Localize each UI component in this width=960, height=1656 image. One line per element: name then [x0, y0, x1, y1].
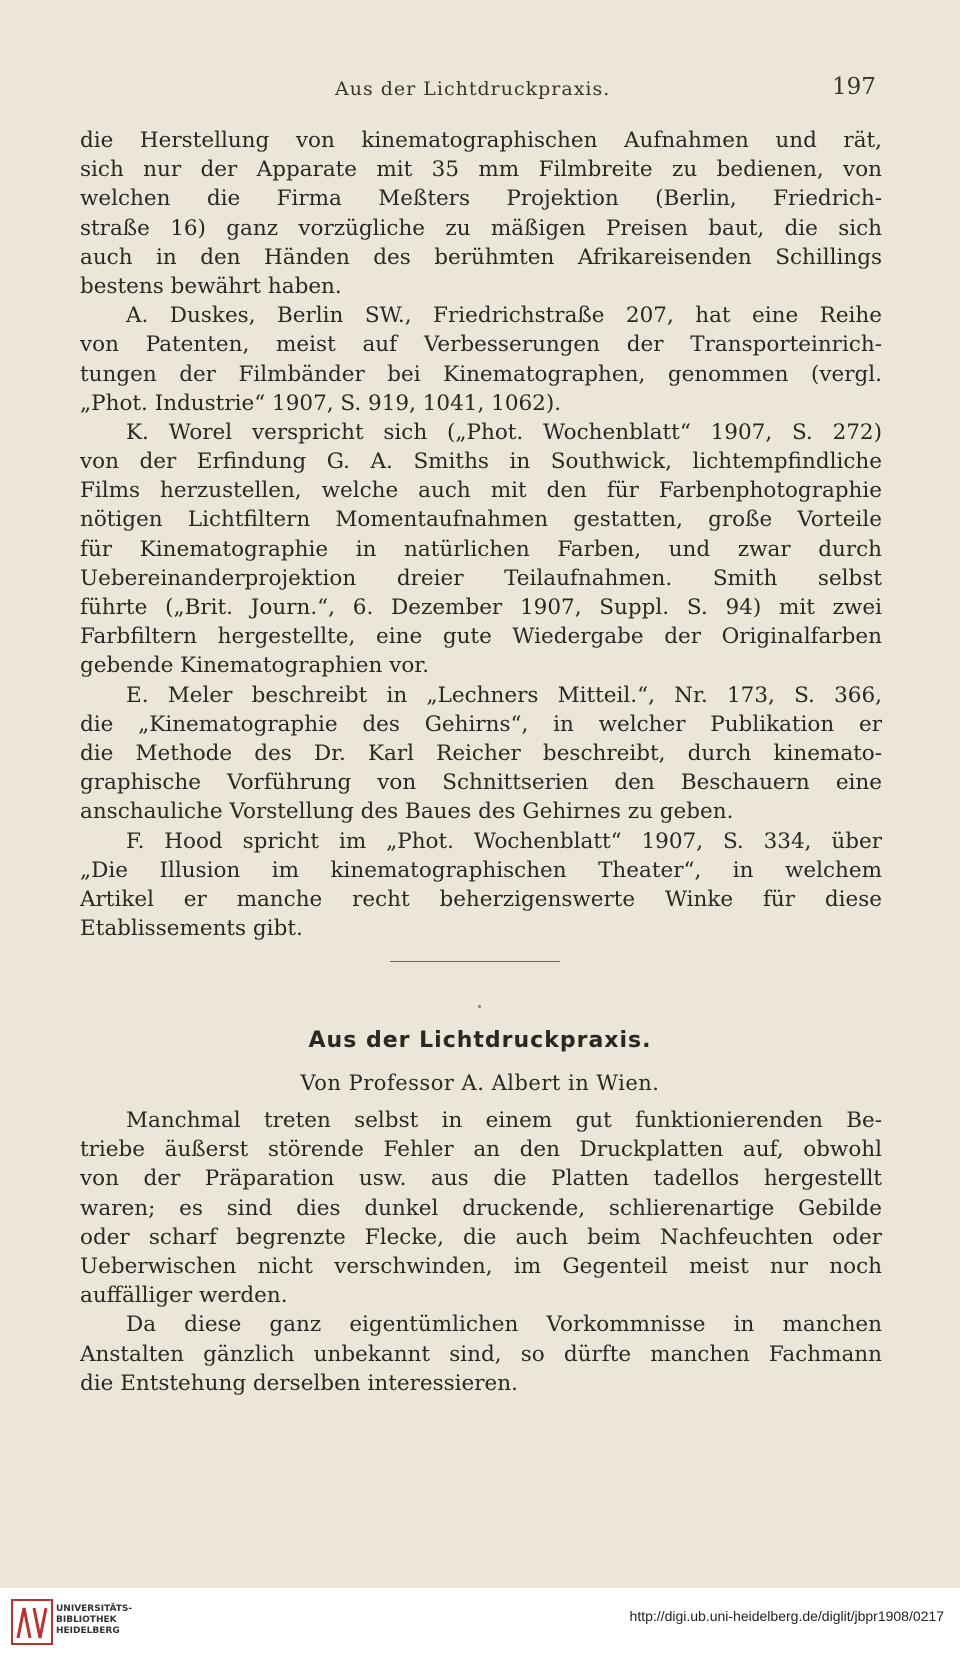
text-line: die Entstehung derselben interessieren. [80, 1370, 518, 1396]
text-line: Da diese ganz eigentümlichen Vorkommnisse in manchen [126, 1312, 882, 1338]
text-line: Uebereinanderprojektion dreier Teilaufnahmen. Smith selbst [80, 565, 882, 591]
text-line: von der Erfindung G. A. Smiths in Southwick, lichtempfindliche [80, 449, 882, 475]
library-name-line: UNIVERSITÄTS- [56, 1604, 133, 1614]
text-line: sich nur der Apparate mit 35 mm Filmbreite zu bedienen, von [80, 157, 882, 183]
text-line: straße 16) ganz vorzügliche zu mäßigen Preisen baut, die sich [80, 215, 882, 241]
text-line: A. Duskes, Berlin SW., Friedrichstraße 207, hat eine Reihe [126, 303, 882, 329]
text-line: die „Kinematographie des Gehirns“, in welcher Publikation er [80, 711, 882, 737]
text-line: von Patenten, meist auf Verbesserungen der Transporteinrich- [80, 332, 882, 358]
running-head [0, 74, 960, 108]
library-name [56, 1604, 132, 1637]
text-line: K. Worel verspricht sich („Phot. Wochenblatt“ 1907, S. 272) [126, 419, 882, 445]
text-line: graphische Vorführung von Schnittserien den Beschauern eine [80, 770, 882, 796]
text-line: Farbfiltern hergestellte, eine gute Wiedergabe der Originalfarben [80, 624, 882, 650]
text-line: E. Meler beschreibt in „Lechners Mitteil.“, Nr. 173, S. 366, [126, 682, 882, 708]
text-line: Etablissements gibt. [80, 916, 303, 942]
text-line: anschauliche Vorstellung des Baues des Gehirnes zu geben. [80, 799, 734, 825]
paper-speck [478, 1005, 481, 1008]
text-line: waren; es sind dies dunkel druckende, schlierenartige Gebilde [80, 1195, 882, 1221]
text-line: welchen die Firma Meßters Projektion (Berlin, Friedrich- [80, 186, 882, 212]
text-line: auch in den Händen des berühmten Afrikareisenden Schillings [80, 244, 882, 270]
text-line: Artikel er manche recht beherzigenswerte Winke für diese [80, 886, 882, 912]
text-line: führte („Brit. Journ.“, 6. Dezember 1907, Suppl. S. 94) mit zwei [80, 595, 882, 620]
article-byline: Von Professor A. Albert in Wien. [300, 1071, 660, 1095]
library-name-line: BIBLIOTHEK [56, 1615, 117, 1625]
page-number: 197 [832, 74, 876, 100]
article-title: Aus der Lichtdruckpraxis. [308, 1028, 652, 1053]
text-line: F. Hood spricht im „Phot. Wochenblatt“ 1907, S. 334, über [126, 828, 882, 854]
text-line: tungen der Filmbänder bei Kinematographen, genommen (vergl. [80, 361, 882, 387]
text-line: „Die Illusion im kinematographischen Theater“, in welchem [80, 857, 882, 883]
text-line: für Kinematographie in natürlichen Farben, und zwar durch [80, 536, 882, 562]
viewer-footer [0, 1588, 960, 1656]
text-line: Manchmal treten selbst in einem gut funktionierenden Be- [126, 1108, 882, 1133]
article-body [80, 1106, 882, 1398]
text-line: Ueberwischen nicht verschwinden, im Gegenteil meist nur noch [80, 1253, 882, 1279]
body-text-continued [80, 126, 882, 943]
library-name-line: HEIDELBERG [56, 1626, 120, 1636]
text-line: „Phot. Industrie“ 1907, S. 919, 1041, 1062). [80, 390, 562, 416]
text-line: triebe äußerst störende Fehler an den Druckplatten auf, obwohl [80, 1137, 882, 1163]
text-line: oder scharf begrenzte Flecke, die auch beim Nachfeuchten oder [80, 1224, 882, 1250]
text-line: von der Präparation usw. aus die Platten tadellos hergestellt [80, 1166, 882, 1192]
text-line: bestens bewährt haben. [80, 273, 342, 299]
text-line: Films herzustellen, welche auch mit den für Farbenphotographie [80, 478, 882, 504]
text-line: auffälliger werden. [80, 1283, 288, 1309]
text-line: die Methode des Dr. Karl Reicher beschreibt, durch kinemato- [80, 740, 882, 766]
text-line: Anstalten gänzlich unbekannt sind, so dürfte manchen Fachmann [80, 1341, 882, 1367]
library-logo-icon [10, 1598, 54, 1646]
text-line: gebende Kinematographien vor. [80, 653, 430, 679]
section-divider [390, 961, 560, 962]
source-url-link[interactable]: http://digi.ub.uni-heidelberg.de/diglit/jbpr1908/0217 [629, 1608, 944, 1624]
text-line: nötigen Lichtfiltern Momentaufnahmen gestatten, große Vorteile [80, 507, 882, 533]
running-head-title: Aus der Lichtdruckpraxis. [335, 78, 611, 100]
text-line: die Herstellung von kinematographischen Aufnahmen und rät, [80, 128, 882, 153]
